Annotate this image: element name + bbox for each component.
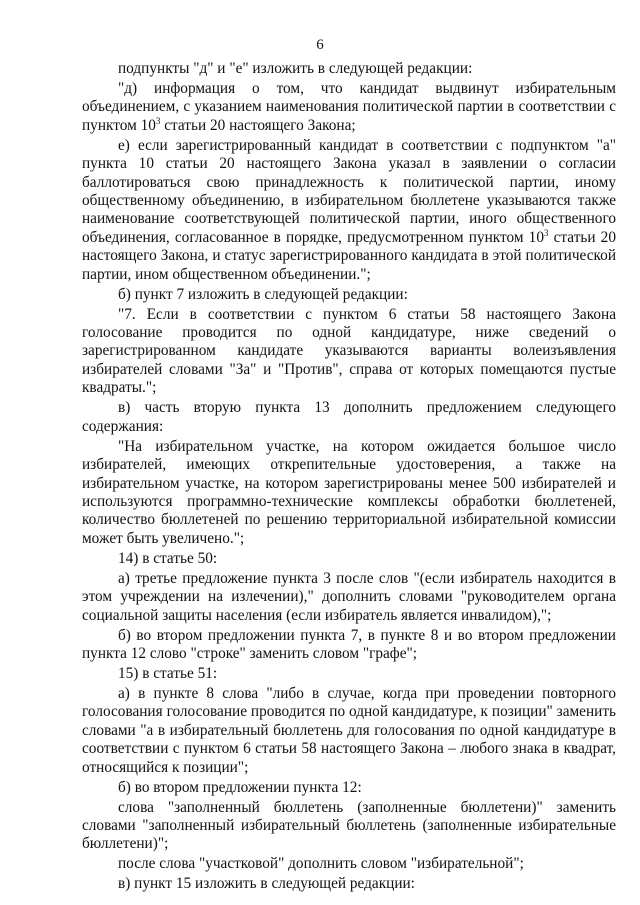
paragraph: после слова "участковой" дополнить словом "избирательной"; [118, 855, 524, 873]
page-number: 6 [316, 37, 324, 53]
paragraph: а) в пункте 8 слова "либо в случае, когда при проведении повторного голосования голосование проводится по одной кандидатуре, к позиции" заменить словами "а в избирательный бюллетень для голосования по одной кандидатуре в соответствии с пунктом 6 статьи 58 настоящего Закона – любого знака в квадрат, относящийся к позиции"; [82, 684, 616, 776]
paragraph: в) часть вторую пункта 13 дополнить предложением следующего содержания: [82, 399, 616, 435]
superscript: 3 [543, 227, 549, 238]
document-body [82, 60, 616, 895]
paragraph: в) пункт 15 изложить в следующей редакции: [118, 875, 415, 893]
paragraph: а) третье предложение пункта 3 после слов "(если избиратель находится в этом учреждении на излечении)," дополнить словами "руководителем органа социальной защиты населения (если избиратель является инвалидом),"; [82, 569, 616, 624]
paragraph: б) во втором предложении пункта 7, в пункте 8 и во втором предложении пункта 12 слово "строке" заменить словом "графе"; [82, 626, 616, 662]
paragraph: "7. Если в соответствии с пунктом 6 статьи 58 настоящего Закона голосование проводится по одной кандидатуре, ниже сведений о зарегистрированном кандидате указываются варианты волеизъявления избирателей словами "За" и "Против", справа от которых помещаются пустые квадраты."; [82, 305, 616, 397]
paragraph: "На избирательном участке, на котором ожидается большое число избирателей, имеющих открепительные удостоверения, а также на избирательном участке, на котором зарегистрированы менее 500 избирателей и используются программно-технические комплексы обработки бюллетеней, количество бюллетеней по решению территориальной избирательной комиссии может быть увеличено."; [82, 437, 616, 547]
paragraph: подпункты "д" и "е" изложить в следующей редакции: [118, 60, 473, 77]
paragraph: слова "заполненный бюллетень (заполненные бюллетени)" заменить словами "заполненный избирательный бюллетень (заполненные избирательные бюллетени)"; [82, 798, 616, 853]
superscript: 3 [155, 115, 161, 126]
paragraph: е) если зарегистрированный кандидат в соответствии с подпунктом "а" пункта 10 статьи 20 настоящего Закона указал в заявлении о согласии баллотироваться свою принадлежность к политической партии, иному общественному объединению, в избирательном бюллетене указываются также наименование соответствующей политической партии, иного общественного объединения, согласованное в порядке, предусмотренном пунктом $10^3$ статьи 20 настоящего Закона, и статус зарегистрированного кандидата в этой политической партии, ином общественном объединении."; [82, 136, 616, 283]
paragraph: 14) в статье 50: [118, 549, 218, 567]
paragraph: б) пункт 7 изложить в следующей редакции: [118, 285, 408, 303]
paragraph: 15) в статье 51: [118, 664, 218, 682]
paragraph: б) во втором предложении пункта 12: [118, 778, 362, 796]
paragraph: "д) информация о том, что кандидат выдвинут избирательным объединением, с указанием наименования политической партии в соответствии с пунктом $10^3$ статьи 20 настоящего Закона; [82, 80, 616, 134]
